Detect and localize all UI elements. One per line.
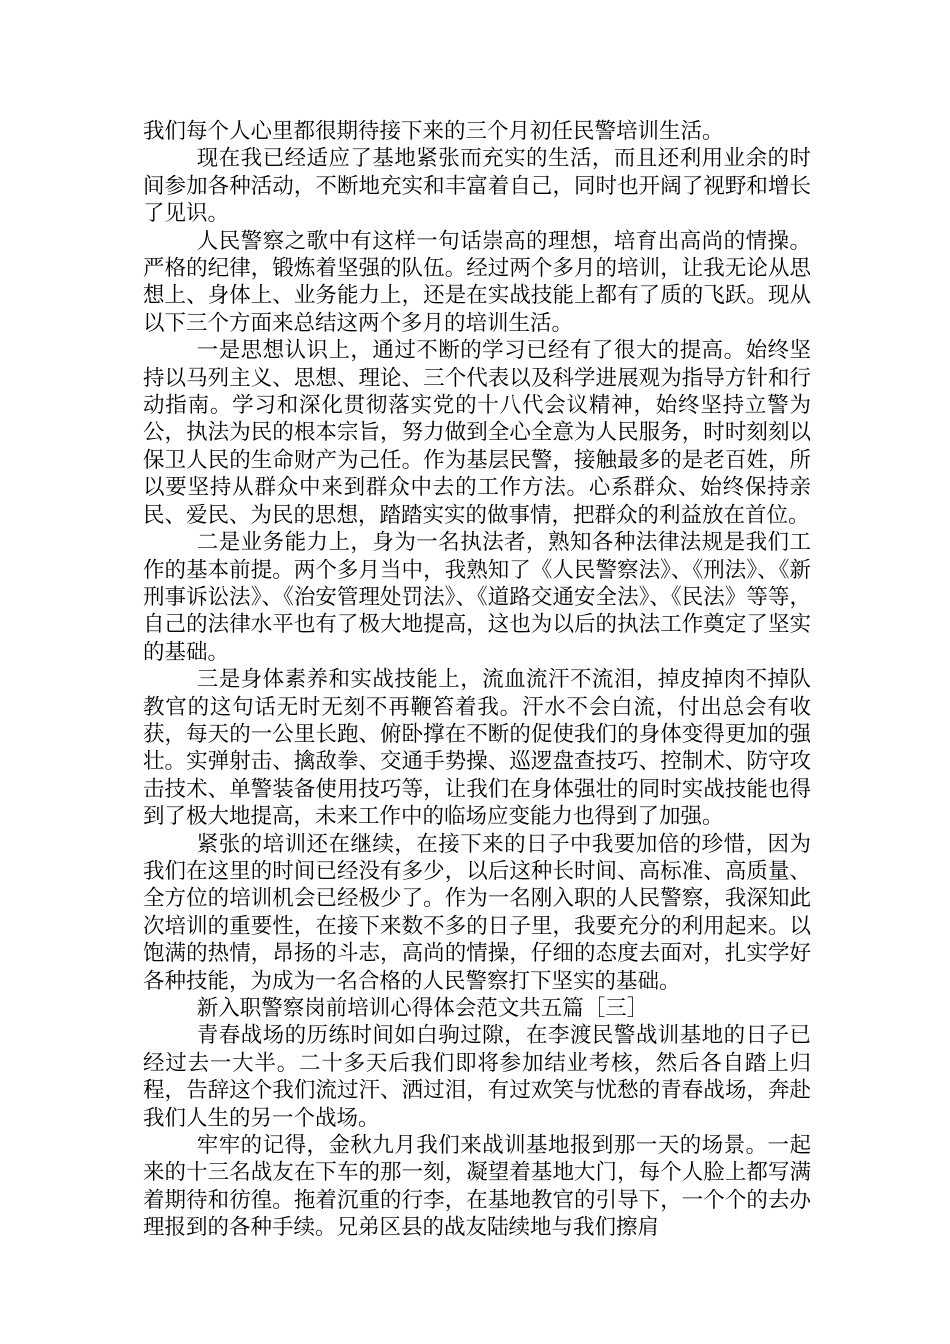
section-heading: 新入职警察岗前培训心得体会范文共五篇［三］ [196,996,649,1021]
paragraph: 牢牢的记得，金秋九月我们来战训基地报到那一天的场景。一起来的十三名战友在下车的那一刻，凝望着基地大门，每个人脸上都写满着期待和彷徨。拖着沉重的行李，在基地教官的引导下，一个个的去办理报到的各种手续。兄弟区县的战友陆续地与我们擦肩 [143,1133,811,1241]
paragraph: 我们每个人心里都很期待接下来的三个月初任民警培训生活。 [143,119,724,144]
paragraph: 现在我已经适应了基地紧张而充实的生活，而且还利用业余的时间参加各种活动，不断地充实和丰富着自己，同时也开阔了视野和增长了见识。 [143,146,811,227]
document-body [143,118,811,1242]
paragraph: 一是思想认识上，通过不断的学习已经有了很大的提高。始终坚持以马列主义、思想、理论、三个代表以及科学进展观为指导方针和行动指南。学习和深化贯彻落实党的十八代会议精神，始终坚持立警为公，执法为民的根本宗旨，努力做到全心全意为人民服务，时时刻刻以保卫人民的生命财产为己任。作为基层民警，接触最多的是老百姓，所以要坚持从群众中来到群众中去的工作方法。心系群众、始终保持亲民、爱民、为民的思想，踏踏实实的做事情，把群众的利益放在首位。 [143,338,811,528]
paragraph: 人民警察之歌中有这样一句话崇高的理想，培育出高尚的情操。严格的纪律，锻炼着坚强的队伍。经过两个多月的培训，让我无论从思想上、身体上、业务能力上，还是在实战技能上都有了质的飞跃。现从以下三个方面来总结这两个多月的培训生活。 [143,228,811,336]
paragraph: 青春战场的历练时间如白驹过隙，在李渡民警战训基地的日子已经过去一大半。二十多天后我们即将参加结业考核，然后各自踏上归程，告辞这个我们流过汗、洒过泪，有过欢笑与忧愁的青春战场，奔赴我们人生的另一个战场。 [143,1023,811,1131]
paragraph: 紧张的培训还在继续，在接下来的日子中我要加倍的珍惜，因为我们在这里的时间已经没有多少，以后这种长时间、高标准、高质量、全方位的培训机会已经极少了。作为一名刚入职的人民警察，我深知此次培训的重要性，在接下来数不多的日子里，我要充分的利用起来。以饱满的热情，昂扬的斗志，高尚的情操，仔细的态度去面对，扎实学好各种技能，为成为一名合格的人民警察打下坚实的基础。 [143,831,811,994]
paragraph: 三是身体素养和实战技能上，流血流汗不流泪，掉皮掉肉不掉队教官的这句话无时无刻不再鞭笞着我。汗水不会白流，付出总会有收获，每天的一公里长跑、俯卧撑在不断的促使我们的身体变得更加的强壮。实弹射击、擒敌拳、交通手势操、巡逻盘查技巧、控制术、防守攻击技术、单警装备使用技巧等，让我们在身体强壮的同时实战技能也得到了极大地提高，未来工作中的临场应变能力也得到了加强。 [143,667,811,830]
paragraph: 二是业务能力上，身为一名执法者，熟知各种法律法规是我们工作的基本前提。两个多月当中，我熟知了《人民警察法》、《刑法》、《新刑事诉讼法》、《治安管理处罚法》、《道路交通安全法》、《民法》等等，自己的法律水平也有了极大地提高，这也为以后的执法工作奠定了坚实的基础。 [143,530,811,665]
